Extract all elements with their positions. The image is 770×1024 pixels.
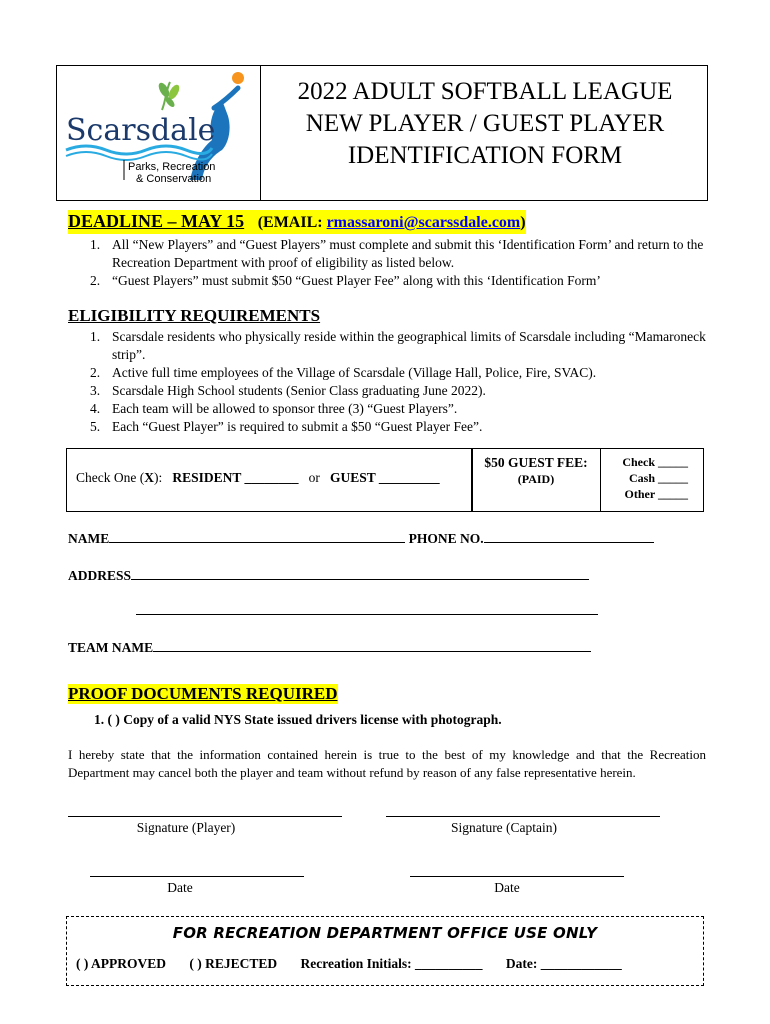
recreation-initials[interactable]: Recreation Initials: __________ (300, 956, 483, 971)
fee-title: $50 GUEST FEE: (484, 455, 588, 470)
office-date[interactable]: Date: ____________ (505, 956, 622, 971)
deadline-banner: DEADLINE – MAY 15 (EMAIL: rmassaroni@scarssdale.com) (68, 210, 526, 234)
list-item: 2. Active full time employees of the Village of Scarsdale (Village Hall, Police, Fire, SVAC). (90, 365, 597, 380)
eligibility-list (90, 328, 710, 436)
form-title: 2022 ADULT SOFTBALL LEAGUE NEW PLAYER / GUEST PLAYER IDENTIFICATION FORM (297, 78, 673, 169)
email-link[interactable]: rmassaroni@scarssdale.com (326, 214, 521, 231)
player-signature-line[interactable] (68, 816, 342, 817)
captain-date-line[interactable] (410, 876, 624, 877)
team-name-field[interactable]: TEAM NAME (68, 639, 591, 656)
fee-divider (600, 448, 601, 512)
svg-text:& Conservation: & Conservation (136, 173, 212, 185)
rejected-option[interactable]: ( ) REJECTED (189, 956, 278, 971)
captain-signature-label: Signature (Captain) (450, 820, 558, 835)
approved-option[interactable]: ( ) APPROVED (76, 956, 166, 971)
list-item: 2. “Guest Players” must submit $50 “Guest Player Fee” along with this ‘Identification Form’ (90, 273, 601, 288)
player-signature-label: Signature (Player) (136, 820, 236, 835)
fee-paid: (PAID) (517, 472, 555, 486)
instructions-list (90, 236, 710, 290)
phone-label: PHONE NO. (408, 531, 484, 546)
scarsdale-logo (62, 70, 254, 196)
logo-text: Scarsdale (66, 113, 216, 148)
header-divider (260, 65, 261, 201)
statement: I hereby state that the information contained herein is true to the best of my knowledge and that the Recreation Department may cancel both the player and team without refund by reason of any false representative herein. (68, 747, 706, 780)
resident-option[interactable]: RESIDENT ________ (172, 470, 299, 485)
pay-check[interactable]: Check _____ (622, 455, 688, 469)
proof-heading: PROOF DOCUMENTS REQUIRED (68, 684, 338, 703)
eligibility-heading: ELIGIBILITY REQUIREMENTS (68, 306, 321, 325)
proof-item[interactable]: 1. ( ) Copy of a valid NYS State issued drivers license with photograph. (94, 712, 502, 727)
list-item: 5. Each “Guest Player” is required to submit a $50 “Guest Player Fee”. (90, 419, 483, 434)
player-date-line[interactable] (90, 876, 304, 877)
svg-text:Parks, Recreation: Parks, Recreation (128, 161, 216, 173)
captain-signature-line[interactable] (386, 816, 660, 817)
pay-cash[interactable]: Cash _____ (628, 471, 688, 485)
office-row (76, 956, 642, 972)
address-line-2[interactable] (136, 614, 598, 615)
pay-other[interactable]: Other _____ (624, 487, 688, 501)
guest-option[interactable]: GUEST _________ (330, 470, 440, 485)
list-item: 4. Each team will be allowed to sponsor three (3) “Guest Players”. (90, 401, 458, 416)
list-item: 1. Scarsdale residents who physically reside within the geographical limits of Scarsdale including “Mamaroneck strip”. (90, 329, 706, 362)
name-field[interactable]: NAME PHONE NO. (68, 530, 654, 547)
address-field[interactable]: ADDRESS (68, 567, 589, 584)
player-date-label: Date (167, 880, 193, 895)
office-title: FOR RECREATION DEPARTMENT OFFICE USE ONLY (172, 924, 598, 942)
captain-date-label: Date (494, 880, 520, 895)
list-item: 1. All “New Players” and “Guest Players” must complete and submit this ‘Identification Form’ and return to the Recreation Department with proof of eligibility as listed below. (90, 237, 704, 270)
list-item: 3. Scarsdale High School students (Senior Class graduating June 2022). (90, 383, 486, 398)
check-one-text[interactable]: Check One (X): RESIDENT ________ or GUEST _________ (76, 470, 440, 485)
